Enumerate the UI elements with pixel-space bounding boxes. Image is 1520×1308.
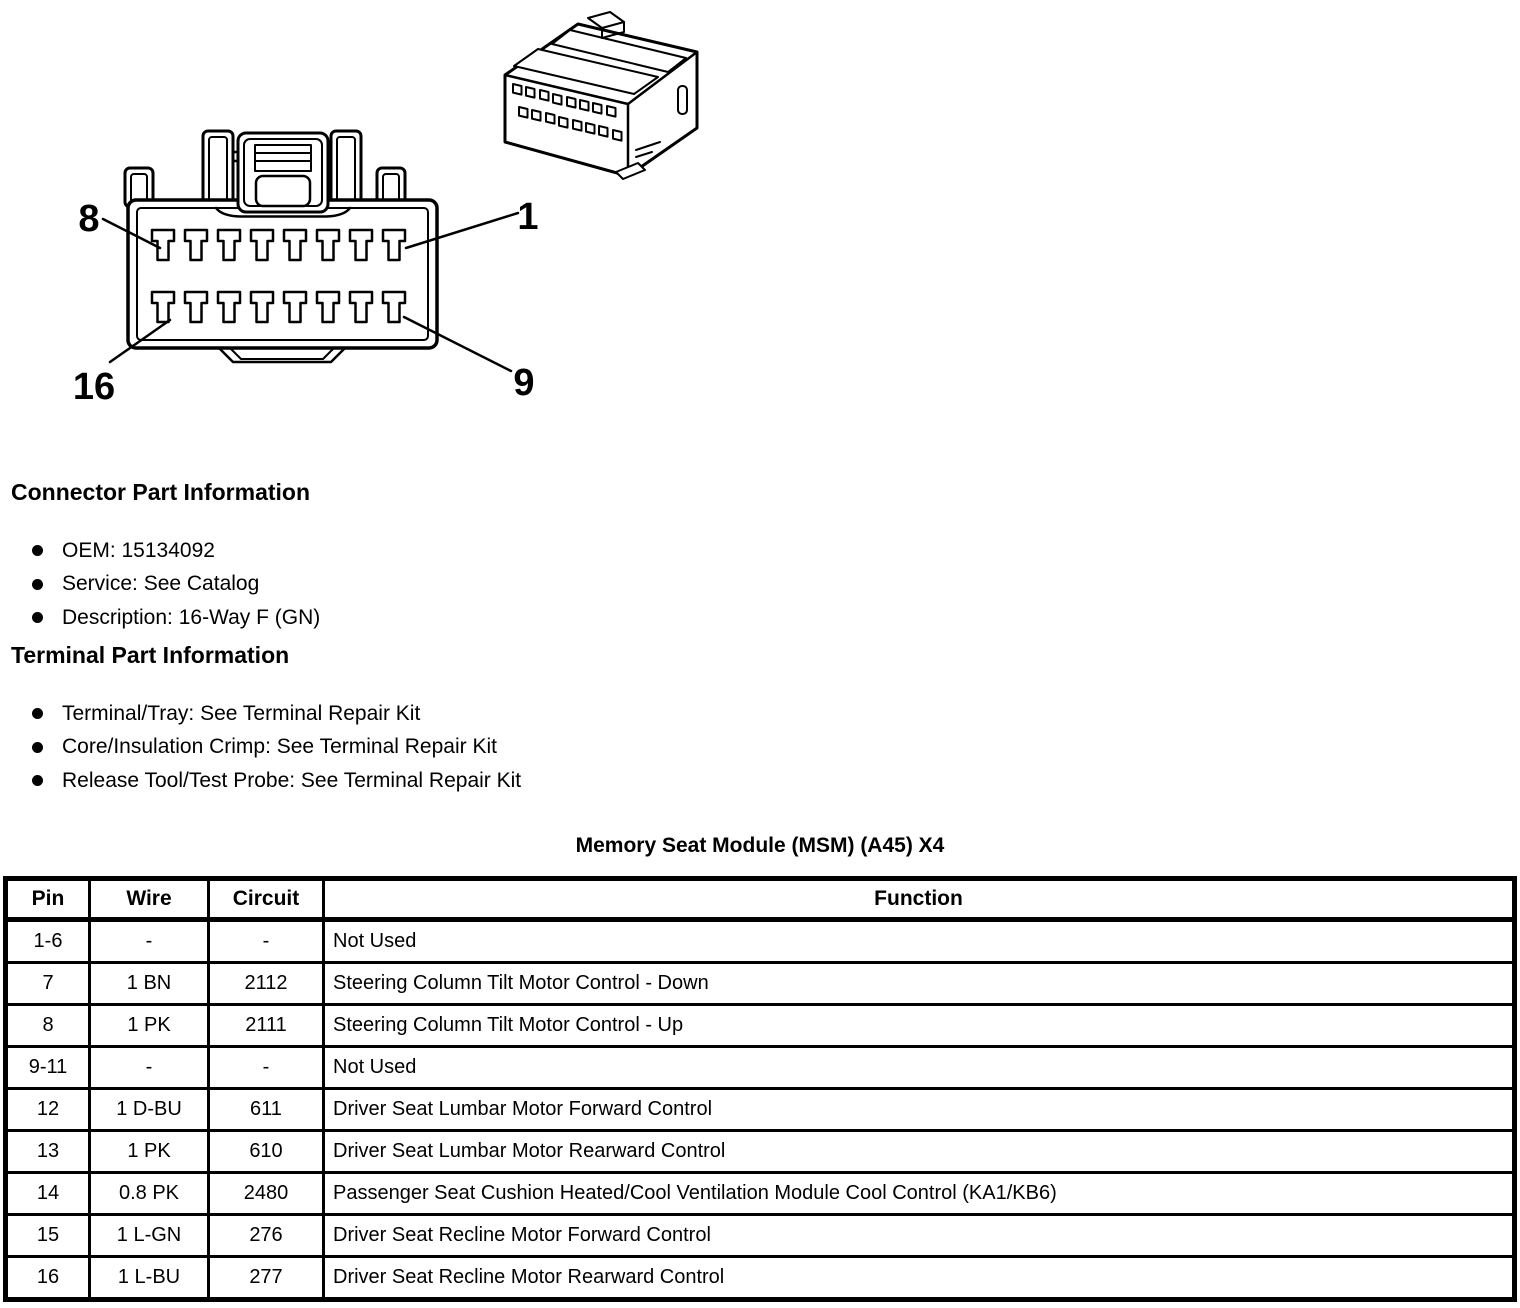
wire-cell: 1 PK bbox=[90, 1005, 209, 1047]
list-item-text: OEM: 15134092 bbox=[62, 538, 215, 562]
pin-cell: 8 bbox=[6, 1005, 90, 1047]
list-item-text: Description: 16-Way F (GN) bbox=[62, 605, 321, 629]
table-row bbox=[6, 1257, 1515, 1300]
pin-cell: 9-11 bbox=[6, 1047, 90, 1089]
wire-cell: 1 BN bbox=[90, 963, 209, 1005]
pinout-table bbox=[3, 876, 1517, 1302]
column-header-pin: Pin bbox=[6, 879, 90, 920]
function-cell: Steering Column Tilt Motor Control - Up bbox=[324, 1005, 1515, 1047]
pinout-table-title: Memory Seat Module (MSM) (A45) X4 bbox=[575, 834, 945, 857]
connector-part-info-list bbox=[32, 534, 320, 635]
bullet-icon bbox=[32, 545, 43, 556]
bullet-icon bbox=[32, 579, 43, 590]
pin-cell: 15 bbox=[6, 1215, 90, 1257]
list-item bbox=[32, 764, 521, 798]
column-header-function: Function bbox=[324, 879, 1515, 920]
circuit-cell: - bbox=[209, 1047, 324, 1089]
pin-cell: 1-6 bbox=[6, 920, 90, 963]
list-item-text: Terminal/Tray: See Terminal Repair Kit bbox=[62, 701, 421, 725]
connector-figures bbox=[0, 0, 760, 440]
function-cell: Driver Seat Lumbar Motor Rearward Control bbox=[324, 1131, 1515, 1173]
wire-cell: 0.8 PK bbox=[90, 1173, 209, 1215]
function-cell: Not Used bbox=[324, 920, 1515, 963]
list-item-text: Service: See Catalog bbox=[62, 572, 260, 596]
circuit-cell: 611 bbox=[209, 1089, 324, 1131]
list-item bbox=[32, 731, 521, 765]
connector-perspective-view-drawing bbox=[505, 12, 697, 179]
pin-cell: 14 bbox=[6, 1173, 90, 1215]
connector-body bbox=[128, 200, 437, 348]
terminal-part-info-list bbox=[32, 697, 521, 798]
wire-cell: 1 L-GN bbox=[90, 1215, 209, 1257]
function-cell: Driver Seat Lumbar Motor Forward Control bbox=[324, 1089, 1515, 1131]
column-header-circuit: Circuit bbox=[209, 879, 324, 920]
pin-callout-9: 9 bbox=[513, 362, 535, 404]
list-item bbox=[32, 534, 320, 568]
function-cell: Not Used bbox=[324, 1047, 1515, 1089]
table-header-row bbox=[6, 879, 1515, 920]
table-row bbox=[6, 1173, 1515, 1215]
list-item bbox=[32, 601, 320, 635]
table-row bbox=[6, 1131, 1515, 1173]
connector-front-view-drawing bbox=[73, 131, 539, 408]
bullet-icon bbox=[32, 708, 43, 719]
table-row bbox=[6, 920, 1515, 963]
table-row bbox=[6, 1089, 1515, 1131]
circuit-cell: 610 bbox=[209, 1131, 324, 1173]
circuit-cell: 276 bbox=[209, 1215, 324, 1257]
circuit-cell: 2480 bbox=[209, 1173, 324, 1215]
function-cell: Passenger Seat Cushion Heated/Cool Ventilation Module Cool Control (KA1/KB6) bbox=[324, 1173, 1515, 1215]
wire-cell: 1 D-BU bbox=[90, 1089, 209, 1131]
pin-cell: 13 bbox=[6, 1131, 90, 1173]
circuit-cell: - bbox=[209, 920, 324, 963]
table-row bbox=[6, 1215, 1515, 1257]
tall-tab-right-icon bbox=[331, 131, 361, 207]
pin-cell: 12 bbox=[6, 1089, 90, 1131]
pin-callout-16: 16 bbox=[72, 366, 116, 408]
function-cell: Steering Column Tilt Motor Control - Down bbox=[324, 963, 1515, 1005]
wire-cell: - bbox=[90, 1047, 209, 1089]
pin-cell: 16 bbox=[6, 1257, 90, 1300]
function-cell: Driver Seat Recline Motor Forward Control bbox=[324, 1215, 1515, 1257]
latch-icon bbox=[238, 133, 328, 212]
list-item bbox=[32, 697, 521, 731]
connector-part-info-heading: Connector Part Information bbox=[11, 479, 311, 505]
circuit-cell: 2112 bbox=[209, 963, 324, 1005]
circuit-cell: 277 bbox=[209, 1257, 324, 1300]
bullet-icon bbox=[32, 612, 43, 623]
table-row bbox=[6, 1005, 1515, 1047]
bullet-icon bbox=[32, 775, 43, 786]
table-row bbox=[6, 963, 1515, 1005]
list-item-text: Release Tool/Test Probe: See Terminal Repair Kit bbox=[62, 768, 522, 792]
tall-tab-left-icon bbox=[203, 131, 233, 207]
list-item bbox=[32, 568, 320, 602]
wire-cell: 1 PK bbox=[90, 1131, 209, 1173]
circuit-cell: 2111 bbox=[209, 1005, 324, 1047]
terminal-part-info-heading: Terminal Part Information bbox=[11, 642, 290, 668]
wire-cell: - bbox=[90, 920, 209, 963]
pin-cell: 7 bbox=[6, 963, 90, 1005]
bullet-icon bbox=[32, 742, 43, 753]
list-item-text: Core/Insulation Crimp: See Terminal Repair Kit bbox=[62, 735, 497, 759]
pin-callout-8: 8 bbox=[78, 198, 100, 240]
table-row bbox=[6, 1047, 1515, 1089]
wire-cell: 1 L-BU bbox=[90, 1257, 209, 1300]
function-cell: Driver Seat Recline Motor Rearward Control bbox=[324, 1257, 1515, 1300]
column-header-wire: Wire bbox=[90, 879, 209, 920]
pin-callout-1: 1 bbox=[517, 196, 539, 238]
